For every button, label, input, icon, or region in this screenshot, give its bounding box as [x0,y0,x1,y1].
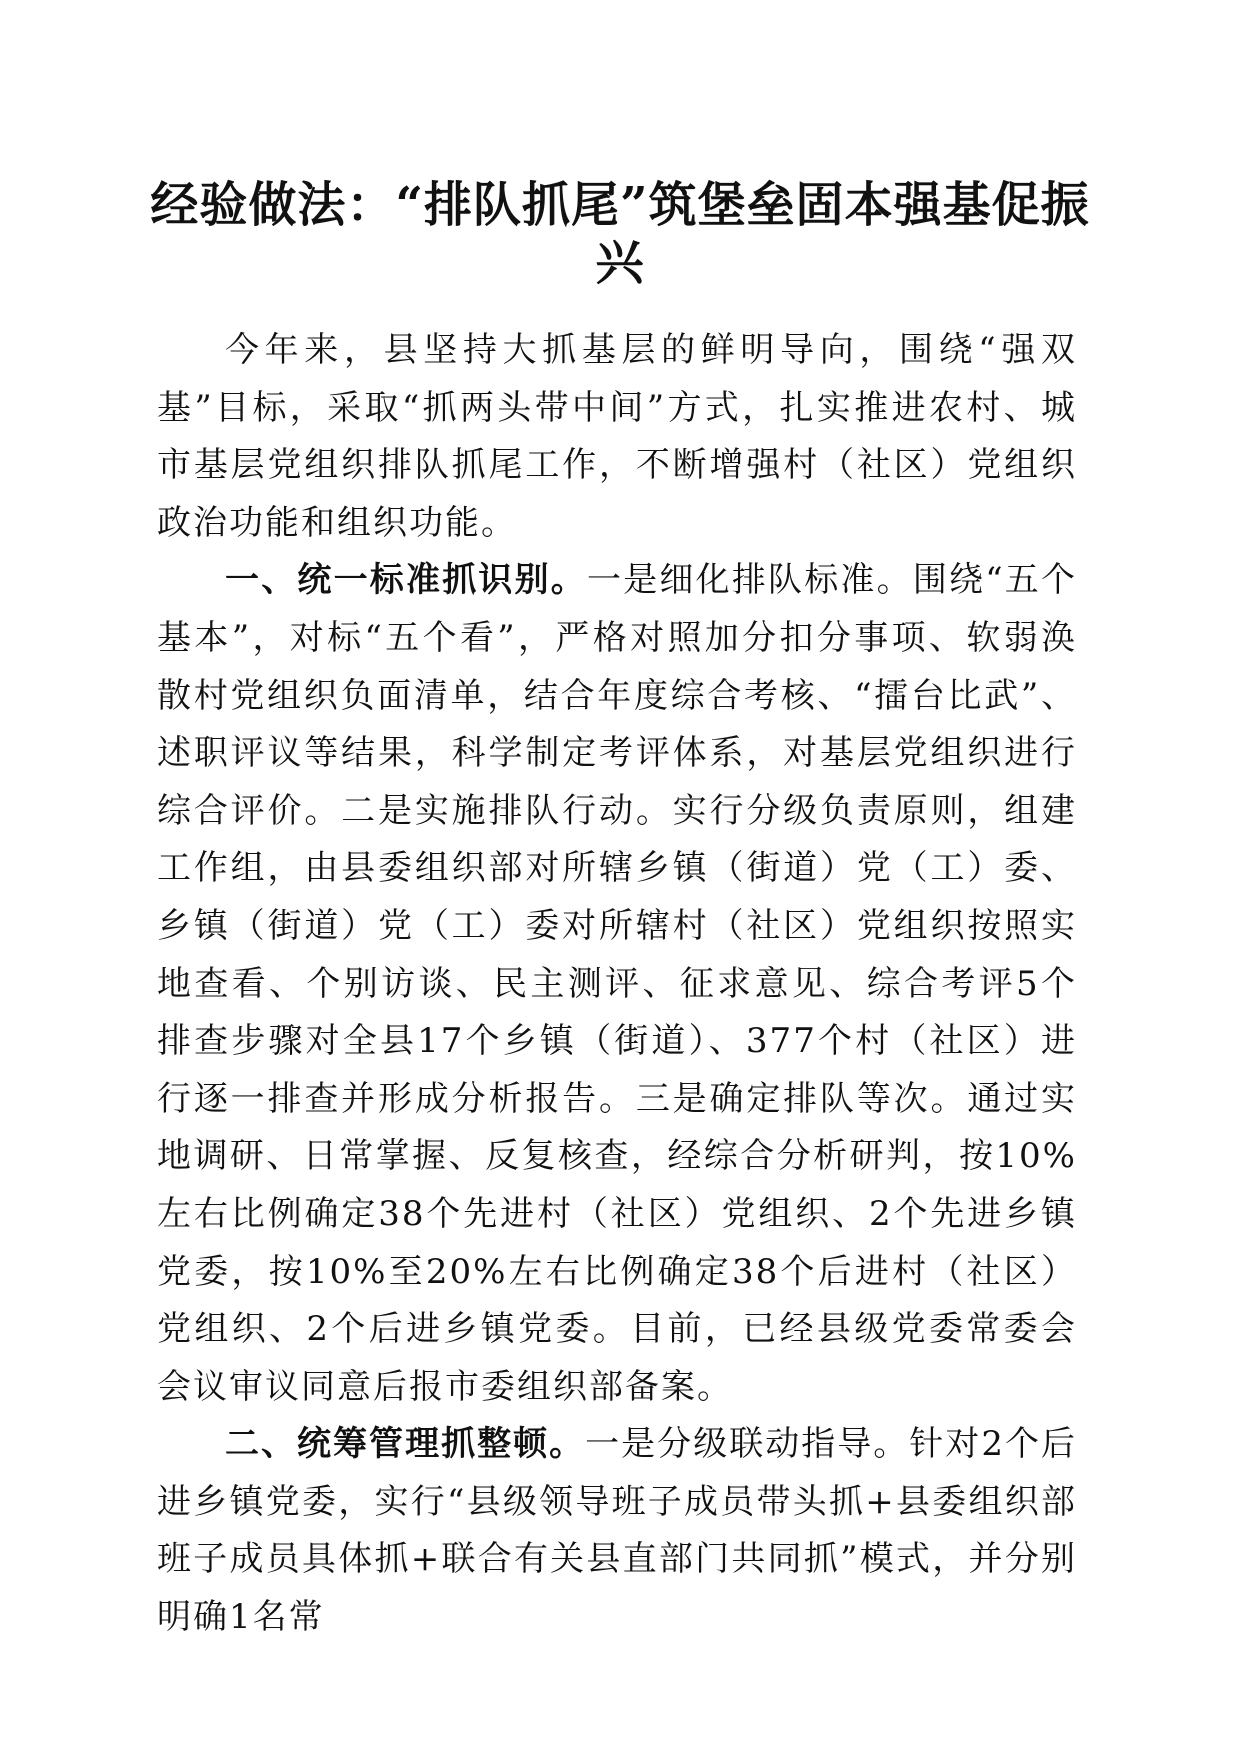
section-1-heading: 一、统一标准抓识别。 [225,560,588,601]
section-2-heading: 二、统筹管理抓整顿。 [225,1424,586,1465]
section-2-paragraph [157,1416,1077,1646]
section-2-body: 一是分级联动指导。针对2个后进乡镇党委，实行“县级领导班子成员带头抓+县委组织部班子成员具体抓+联合有关县直部门共同抓”模式，并分别明确1名常 [157,1424,1077,1638]
intro-paragraph: 今年来，县坚持大抓基层的鲜明导向，围绕“强双基”目标，采取“抓两头带中间”方式，扎实推进农村、城市基层党组织排队抓尾工作，不断增强村（社区）党组织政治功能和组织功能。 [157,330,1077,543]
document-title: 经验做法：“排队抓尾”筑堡垒固本强基促振兴 [150,177,1090,291]
document-body [157,322,1077,1647]
section-1-paragraph [157,552,1077,1416]
section-1-body: 一是细化排队标准。围绕“五个基本”，对标“五个看”，严格对照加分扣分事项、软弱涣散村党组织负面清单，结合年度综合考核、“擂台比武”、述职评议等结果，科学制定考评体系，对基层党组织进行综合评价。二是实施排队行动。实行分级负责原则，组建工作组，由县委组织部对所辖乡镇（街道）党（工）委、乡镇（街道）党（工）委对所辖村（社区）党组织按照实地查看、个别访谈、民主测评、征求意见、综合考评5个排查步骤对全县17个乡镇（街道）、377个村（社区）进行逐一排查并形成分析报告。三是确定排队等次。通过实地调研、日常掌握、反复核查，经综合分析研判，按10%左右比例确定38个先进村（社区）党组织、2个先进乡镇党委，按10%至20%左右比例确定38个后进村（社区）党组织、2个后进乡镇党委。目前，已经县级党委常委会会议审议同意后报市委组织部备案。 [157,560,1078,1407]
